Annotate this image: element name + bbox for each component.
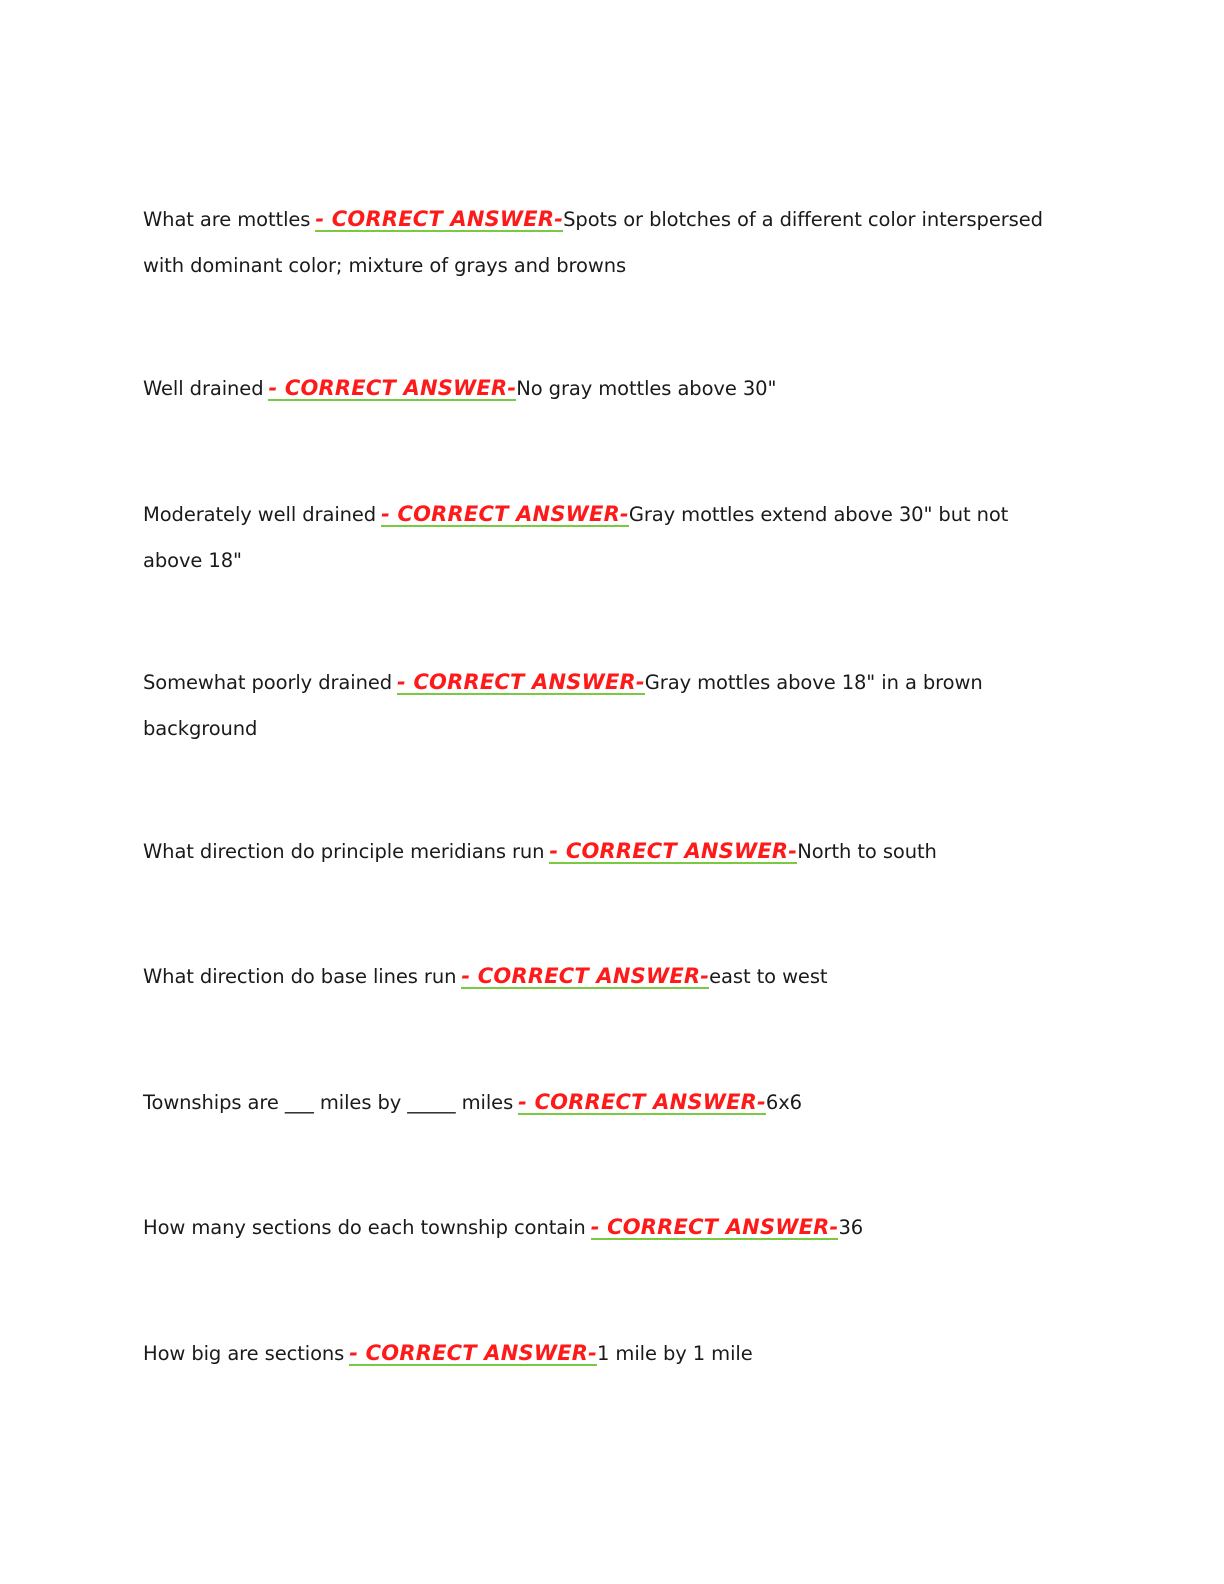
- correct-answer-marker: - CORRECT ANSWER-: [549, 839, 798, 863]
- correct-answer-marker: - CORRECT ANSWER-: [397, 670, 645, 694]
- correct-answer-marker: - CORRECT ANSWER-: [315, 207, 564, 231]
- qa-entry: [143, 366, 1053, 412]
- answer-text: Spots or blotches of a different color interspersed with dominant color; mixture of grays and browns: [143, 208, 1043, 277]
- question-text: What are mottles: [143, 208, 311, 231]
- correct-answer-marker: - CORRECT ANSWER-: [268, 376, 517, 400]
- correct-answer-marker: - CORRECT ANSWER-: [349, 1341, 598, 1365]
- question-text: Townships are ___ miles by _____ miles: [143, 1091, 514, 1114]
- question-text: How many sections do each township contain: [143, 1216, 586, 1239]
- qa-entry: [143, 660, 1053, 752]
- question-text: Well drained: [143, 377, 264, 400]
- answer-text: No gray mottles above 30": [516, 377, 777, 400]
- answer-text: 36: [838, 1216, 864, 1239]
- correct-answer-marker: - CORRECT ANSWER-: [461, 964, 710, 988]
- answer-text: Gray mottles extend above 30" but not above 18": [143, 503, 1009, 572]
- qa-entry: [143, 1080, 1053, 1126]
- correct-answer-marker: - CORRECT ANSWER-: [381, 502, 629, 526]
- answer-text: east to west: [709, 965, 828, 988]
- question-text: Moderately well drained: [143, 503, 377, 526]
- question-text: How big are sections: [143, 1342, 345, 1365]
- qa-entry: [143, 829, 1053, 875]
- question-text: What direction do principle meridians run: [143, 840, 545, 863]
- correct-answer-marker: - CORRECT ANSWER-: [590, 1215, 839, 1239]
- qa-entry: [143, 954, 1053, 1000]
- answer-text: Gray mottles above 18" in a brown background: [143, 671, 983, 740]
- answer-text: 1 mile by 1 mile: [597, 1342, 753, 1365]
- qa-entry: [143, 1331, 1053, 1377]
- answer-text: North to south: [797, 840, 937, 863]
- question-text: Somewhat poorly drained: [143, 671, 393, 694]
- correct-answer-marker: - CORRECT ANSWER-: [518, 1090, 766, 1114]
- qa-entry: [143, 492, 1053, 584]
- qa-entry: [143, 197, 1053, 289]
- answer-text: 6x6: [765, 1091, 802, 1114]
- qa-entry: [143, 1205, 1053, 1251]
- question-text: What direction do base lines run: [143, 965, 457, 988]
